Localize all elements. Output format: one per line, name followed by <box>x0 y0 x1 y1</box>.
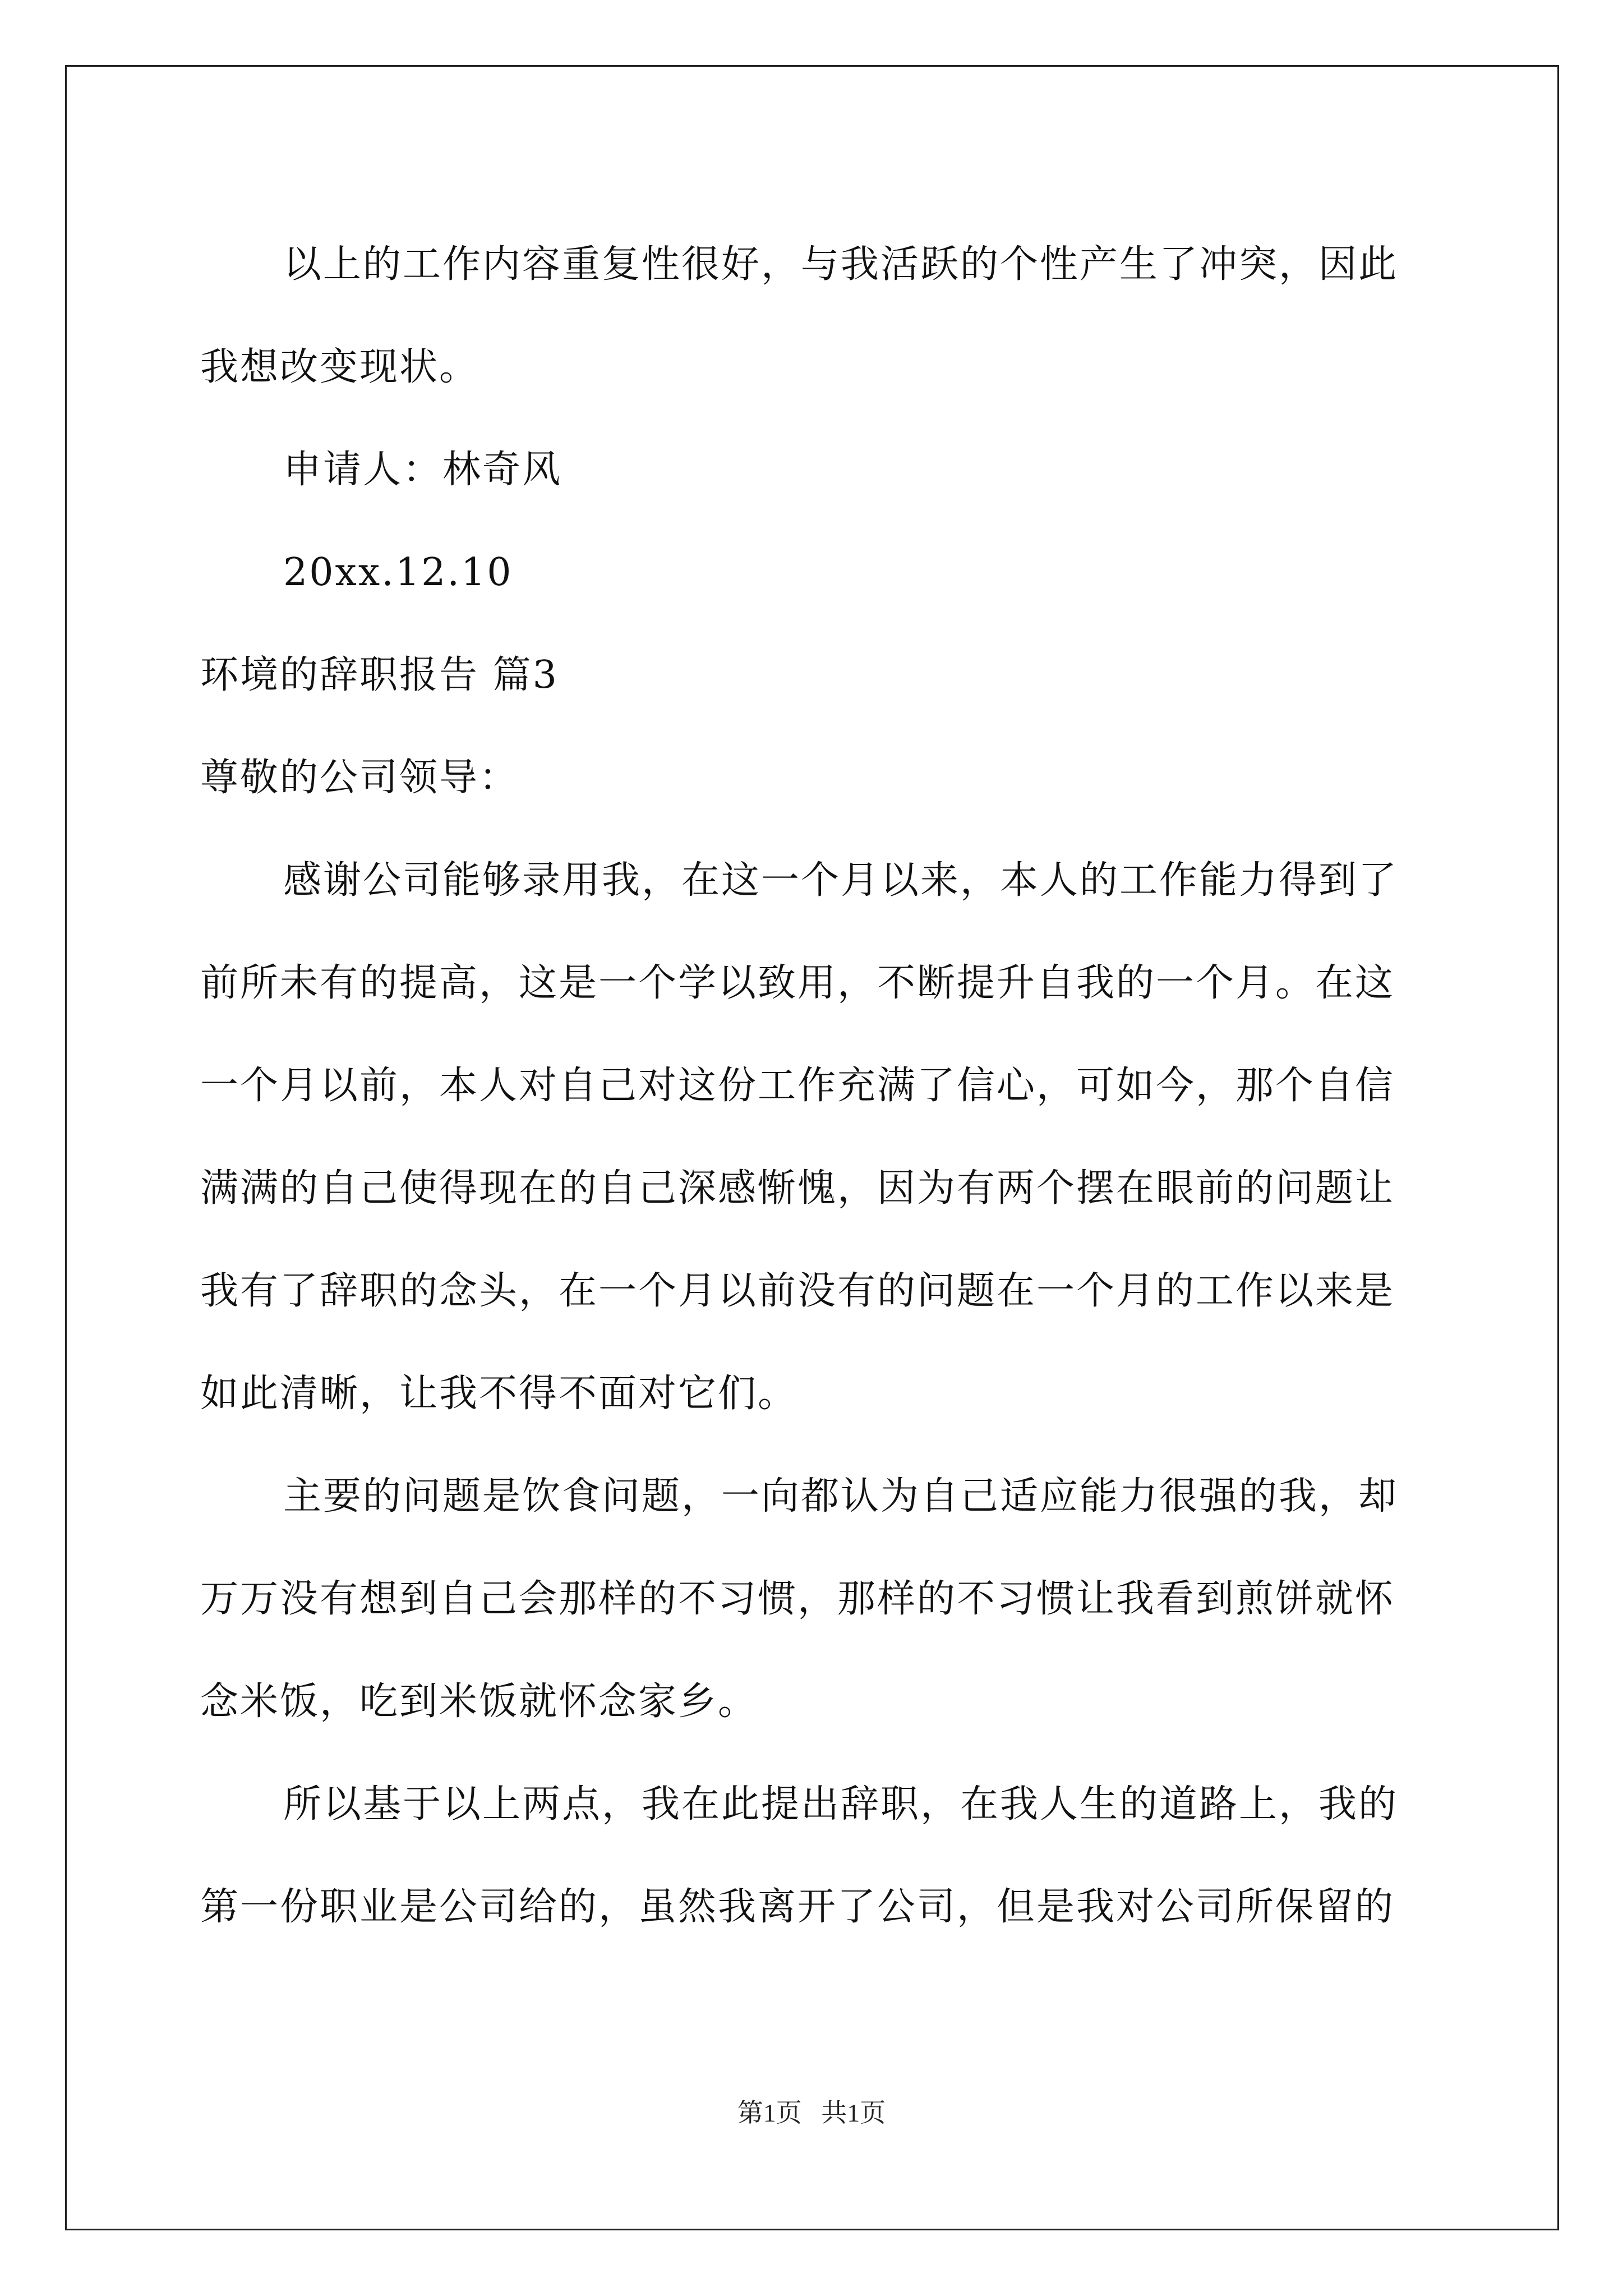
paragraph-line: 万万没有想到自己会那样的不习惯，那样的不习惯让我看到煎饼就怀 <box>200 1577 1395 1621</box>
date-line: 20xx.12.10 <box>283 550 513 595</box>
paragraph-line: 念米饭，吃到米饭就怀念家乡。 <box>200 1680 758 1724</box>
paragraph-line: 一个月以前，本人对自己对这份工作充满了信心，可如今，那个自信 <box>200 1064 1395 1108</box>
salutation: 尊敬的公司领导： <box>200 756 519 800</box>
signature-line: 申请人：林奇风 <box>283 448 562 492</box>
paragraph-line: 如此清晰，让我不得不面对它们。 <box>200 1372 798 1416</box>
paragraph-line: 前所未有的提高，这是一个学以致用，不断提升自我的一个月。在这 <box>200 961 1395 1005</box>
page-footer: 第1页 共1页 <box>737 2099 886 2127</box>
paragraph-line: 满满的自己使得现在的自己深感惭愧，因为有两个摆在眼前的问题让 <box>200 1166 1395 1211</box>
paragraph-line: 我有了辞职的念头，在一个月以前没有的问题在一个月的工作以来是 <box>200 1269 1395 1313</box>
document-body <box>200 213 1428 1958</box>
paragraph-line: 主要的问题是饮食问题，一向都认为自己适应能力很强的我，却 <box>283 1474 1399 1519</box>
paragraph-line: 所以基于以上两点，我在此提出辞职，在我人生的道路上，我的 <box>283 1782 1399 1826</box>
section-title: 环境的辞职报告 篇3 <box>200 653 559 697</box>
paragraph-line: 以上的工作内容重复性很好，与我活跃的个性产生了冲突，因此 <box>283 242 1399 287</box>
paragraph-line: 第一份职业是公司给的，虽然我离开了公司，但是我对公司所保留的 <box>200 1885 1395 1929</box>
paragraph-line: 我想改变现状。 <box>200 345 479 389</box>
paragraph-line: 感谢公司能够录用我，在这一个月以来，本人的工作能力得到了 <box>283 858 1399 903</box>
